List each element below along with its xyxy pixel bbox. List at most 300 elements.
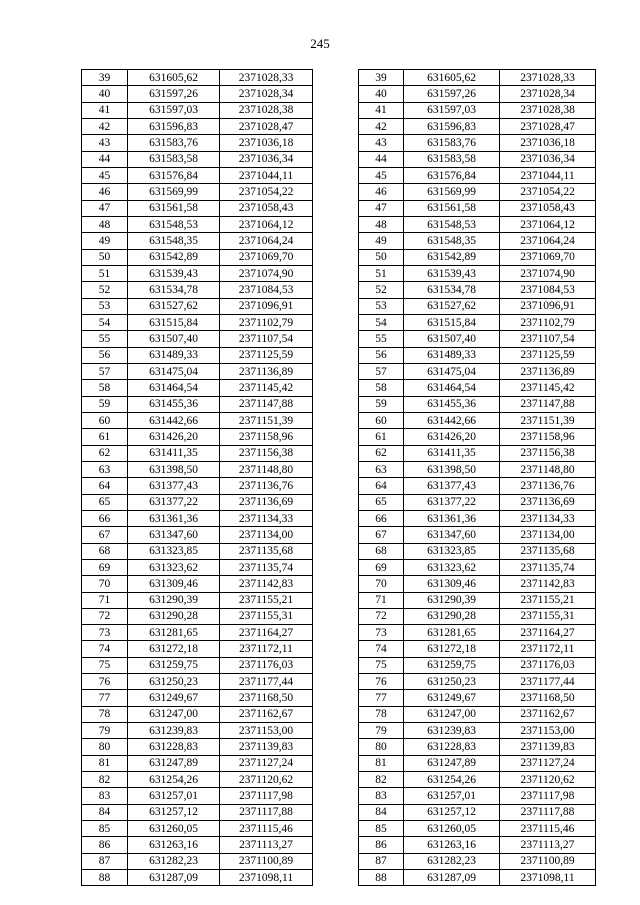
- right-x-coordinate: 631361,36: [404, 510, 500, 526]
- right-y-coordinate: 2371028,33: [500, 70, 596, 86]
- left-y-coordinate: 2371064,12: [220, 216, 313, 232]
- left-y-coordinate: 2371125,59: [220, 347, 313, 363]
- left-y-coordinate: 2371084,53: [220, 282, 313, 298]
- left-point-number: 70: [82, 576, 128, 592]
- table-row: [82, 461, 596, 477]
- right-y-coordinate: 2371028,38: [500, 102, 596, 118]
- left-y-coordinate: 2371120,62: [220, 772, 313, 788]
- left-x-coordinate: 631259,75: [128, 657, 220, 673]
- right-y-coordinate: 2371142,83: [500, 576, 596, 592]
- table-row: [82, 118, 596, 134]
- column-gap: [313, 265, 359, 281]
- right-y-coordinate: 2371115,46: [500, 821, 596, 837]
- left-x-coordinate: 631323,85: [128, 543, 220, 559]
- left-x-coordinate: 631583,76: [128, 135, 220, 151]
- table-row: [82, 837, 596, 853]
- right-x-coordinate: 631515,84: [404, 314, 500, 330]
- table-row: [82, 576, 596, 592]
- right-point-number: 61: [359, 429, 404, 445]
- left-x-coordinate: 631254,26: [128, 772, 220, 788]
- left-point-number: 47: [82, 200, 128, 216]
- left-y-coordinate: 2371135,68: [220, 543, 313, 559]
- left-y-coordinate: 2371098,11: [220, 870, 313, 886]
- left-point-number: 74: [82, 641, 128, 657]
- right-x-coordinate: 631539,43: [404, 265, 500, 281]
- right-y-coordinate: 2371044,11: [500, 167, 596, 183]
- left-x-coordinate: 631548,35: [128, 233, 220, 249]
- left-x-coordinate: 631576,84: [128, 167, 220, 183]
- right-point-number: 47: [359, 200, 404, 216]
- left-point-number: 58: [82, 380, 128, 396]
- table-row: [82, 167, 596, 183]
- left-y-coordinate: 2371064,24: [220, 233, 313, 249]
- left-x-coordinate: 631263,16: [128, 837, 220, 853]
- right-point-number: 88: [359, 870, 404, 886]
- left-point-number: 66: [82, 510, 128, 526]
- table-row: [82, 249, 596, 265]
- right-y-coordinate: 2371147,88: [500, 396, 596, 412]
- coordinates-table-body: [82, 70, 596, 886]
- right-x-coordinate: 631323,85: [404, 543, 500, 559]
- right-x-coordinate: 631247,00: [404, 706, 500, 722]
- table-row: [82, 478, 596, 494]
- table-row: [82, 233, 596, 249]
- right-y-coordinate: 2371136,69: [500, 494, 596, 510]
- right-point-number: 83: [359, 788, 404, 804]
- column-gap: [313, 674, 359, 690]
- table-row: [82, 690, 596, 706]
- right-x-coordinate: 631561,58: [404, 200, 500, 216]
- right-x-coordinate: 631398,50: [404, 461, 500, 477]
- left-x-coordinate: 631539,43: [128, 265, 220, 281]
- right-x-coordinate: 631455,36: [404, 396, 500, 412]
- right-y-coordinate: 2371156,38: [500, 445, 596, 461]
- table-row: [82, 739, 596, 755]
- right-x-coordinate: 631527,62: [404, 298, 500, 314]
- right-y-coordinate: 2371164,27: [500, 625, 596, 641]
- left-point-number: 42: [82, 118, 128, 134]
- left-y-coordinate: 2371136,69: [220, 494, 313, 510]
- right-y-coordinate: 2371134,00: [500, 527, 596, 543]
- table-row: [82, 331, 596, 347]
- right-point-number: 39: [359, 70, 404, 86]
- right-y-coordinate: 2371153,00: [500, 723, 596, 739]
- right-x-coordinate: 631250,23: [404, 674, 500, 690]
- right-y-coordinate: 2371177,44: [500, 674, 596, 690]
- column-gap: [313, 135, 359, 151]
- right-x-coordinate: 631282,23: [404, 853, 500, 869]
- right-point-number: 59: [359, 396, 404, 412]
- table-row: [82, 755, 596, 771]
- column-gap: [313, 86, 359, 102]
- right-y-coordinate: 2371028,47: [500, 118, 596, 134]
- column-gap: [313, 380, 359, 396]
- right-y-coordinate: 2371102,79: [500, 314, 596, 330]
- right-y-coordinate: 2371172,11: [500, 641, 596, 657]
- right-x-coordinate: 631257,01: [404, 788, 500, 804]
- left-y-coordinate: 2371044,11: [220, 167, 313, 183]
- left-x-coordinate: 631455,36: [128, 396, 220, 412]
- left-point-number: 85: [82, 821, 128, 837]
- left-x-coordinate: 631534,78: [128, 282, 220, 298]
- left-point-number: 86: [82, 837, 128, 853]
- column-gap: [313, 559, 359, 575]
- column-gap: [313, 282, 359, 298]
- right-y-coordinate: 2371058,43: [500, 200, 596, 216]
- right-point-number: 44: [359, 151, 404, 167]
- right-x-coordinate: 631534,78: [404, 282, 500, 298]
- right-y-coordinate: 2371136,89: [500, 363, 596, 379]
- left-x-coordinate: 631272,18: [128, 641, 220, 657]
- column-gap: [313, 102, 359, 118]
- table-row: [82, 265, 596, 281]
- left-x-coordinate: 631464,54: [128, 380, 220, 396]
- left-point-number: 59: [82, 396, 128, 412]
- left-x-coordinate: 631597,26: [128, 86, 220, 102]
- right-y-coordinate: 2371096,91: [500, 298, 596, 314]
- left-x-coordinate: 631287,09: [128, 870, 220, 886]
- right-x-coordinate: 631290,39: [404, 592, 500, 608]
- left-y-coordinate: 2371054,22: [220, 184, 313, 200]
- left-x-coordinate: 631411,35: [128, 445, 220, 461]
- left-point-number: 48: [82, 216, 128, 232]
- right-y-coordinate: 2371135,74: [500, 559, 596, 575]
- left-point-number: 79: [82, 723, 128, 739]
- left-y-coordinate: 2371135,74: [220, 559, 313, 575]
- right-point-number: 70: [359, 576, 404, 592]
- right-y-coordinate: 2371168,50: [500, 690, 596, 706]
- right-point-number: 71: [359, 592, 404, 608]
- column-gap: [313, 788, 359, 804]
- left-y-coordinate: 2371134,00: [220, 527, 313, 543]
- right-x-coordinate: 631239,83: [404, 723, 500, 739]
- right-y-coordinate: 2371117,98: [500, 788, 596, 804]
- right-point-number: 60: [359, 412, 404, 428]
- right-y-coordinate: 2371036,18: [500, 135, 596, 151]
- left-point-number: 41: [82, 102, 128, 118]
- left-x-coordinate: 631596,83: [128, 118, 220, 134]
- column-gap: [313, 461, 359, 477]
- left-point-number: 57: [82, 363, 128, 379]
- right-y-coordinate: 2371162,67: [500, 706, 596, 722]
- page-number: 245: [310, 36, 330, 51]
- table-row: [82, 412, 596, 428]
- right-x-coordinate: 631411,35: [404, 445, 500, 461]
- column-gap: [313, 478, 359, 494]
- left-point-number: 88: [82, 870, 128, 886]
- left-y-coordinate: 2371096,91: [220, 298, 313, 314]
- left-point-number: 61: [82, 429, 128, 445]
- right-x-coordinate: 631249,67: [404, 690, 500, 706]
- right-x-coordinate: 631569,99: [404, 184, 500, 200]
- table-row: [82, 821, 596, 837]
- left-point-number: 55: [82, 331, 128, 347]
- column-gap: [313, 233, 359, 249]
- column-gap: [313, 510, 359, 526]
- left-point-number: 73: [82, 625, 128, 641]
- left-x-coordinate: 631426,20: [128, 429, 220, 445]
- table-row: [82, 282, 596, 298]
- left-point-number: 83: [82, 788, 128, 804]
- column-gap: [313, 167, 359, 183]
- column-gap: [313, 118, 359, 134]
- right-point-number: 87: [359, 853, 404, 869]
- left-point-number: 65: [82, 494, 128, 510]
- left-x-coordinate: 631309,46: [128, 576, 220, 592]
- left-x-coordinate: 631247,00: [128, 706, 220, 722]
- right-y-coordinate: 2371134,33: [500, 510, 596, 526]
- column-gap: [313, 347, 359, 363]
- column-gap: [313, 200, 359, 216]
- right-x-coordinate: 631259,75: [404, 657, 500, 673]
- right-point-number: 58: [359, 380, 404, 396]
- right-x-coordinate: 631347,60: [404, 527, 500, 543]
- table-row: [82, 347, 596, 363]
- left-point-number: 77: [82, 690, 128, 706]
- right-point-number: 57: [359, 363, 404, 379]
- column-gap: [313, 412, 359, 428]
- right-y-coordinate: 2371074,90: [500, 265, 596, 281]
- left-y-coordinate: 2371177,44: [220, 674, 313, 690]
- left-y-coordinate: 2371102,79: [220, 314, 313, 330]
- right-point-number: 66: [359, 510, 404, 526]
- left-y-coordinate: 2371115,46: [220, 821, 313, 837]
- left-y-coordinate: 2371036,34: [220, 151, 313, 167]
- left-x-coordinate: 631347,60: [128, 527, 220, 543]
- right-x-coordinate: 631426,20: [404, 429, 500, 445]
- right-x-coordinate: 631247,89: [404, 755, 500, 771]
- column-gap: [313, 608, 359, 624]
- column-gap: [313, 657, 359, 673]
- right-point-number: 77: [359, 690, 404, 706]
- left-x-coordinate: 631290,28: [128, 608, 220, 624]
- left-point-number: 49: [82, 233, 128, 249]
- table-row: [82, 200, 596, 216]
- left-point-number: 46: [82, 184, 128, 200]
- left-x-coordinate: 631377,43: [128, 478, 220, 494]
- right-y-coordinate: 2371158,96: [500, 429, 596, 445]
- right-y-coordinate: 2371069,70: [500, 249, 596, 265]
- right-point-number: 73: [359, 625, 404, 641]
- left-x-coordinate: 631489,33: [128, 347, 220, 363]
- table-row: [82, 804, 596, 820]
- right-point-number: 45: [359, 167, 404, 183]
- right-x-coordinate: 631263,16: [404, 837, 500, 853]
- left-x-coordinate: 631515,84: [128, 314, 220, 330]
- right-point-number: 41: [359, 102, 404, 118]
- table-row: [82, 641, 596, 657]
- left-y-coordinate: 2371162,67: [220, 706, 313, 722]
- left-point-number: 64: [82, 478, 128, 494]
- right-point-number: 46: [359, 184, 404, 200]
- left-point-number: 53: [82, 298, 128, 314]
- right-x-coordinate: 631542,89: [404, 249, 500, 265]
- left-y-coordinate: 2371100,89: [220, 853, 313, 869]
- left-point-number: 40: [82, 86, 128, 102]
- left-x-coordinate: 631361,36: [128, 510, 220, 526]
- right-x-coordinate: 631548,35: [404, 233, 500, 249]
- table-row: [82, 135, 596, 151]
- column-gap: [313, 429, 359, 445]
- left-point-number: 71: [82, 592, 128, 608]
- table-row: [82, 314, 596, 330]
- right-y-coordinate: 2371098,11: [500, 870, 596, 886]
- table-row: [82, 527, 596, 543]
- left-point-number: 63: [82, 461, 128, 477]
- right-x-coordinate: 631583,58: [404, 151, 500, 167]
- left-x-coordinate: 631239,83: [128, 723, 220, 739]
- left-x-coordinate: 631228,83: [128, 739, 220, 755]
- table-row: [82, 510, 596, 526]
- left-x-coordinate: 631527,62: [128, 298, 220, 314]
- right-point-number: 84: [359, 804, 404, 820]
- right-x-coordinate: 631489,33: [404, 347, 500, 363]
- right-x-coordinate: 631597,26: [404, 86, 500, 102]
- right-y-coordinate: 2371127,24: [500, 755, 596, 771]
- right-y-coordinate: 2371145,42: [500, 380, 596, 396]
- right-y-coordinate: 2371064,12: [500, 216, 596, 232]
- left-y-coordinate: 2371028,34: [220, 86, 313, 102]
- right-point-number: 79: [359, 723, 404, 739]
- left-point-number: 69: [82, 559, 128, 575]
- left-y-coordinate: 2371028,47: [220, 118, 313, 134]
- table-row: [82, 592, 596, 608]
- right-y-coordinate: 2371139,83: [500, 739, 596, 755]
- column-gap: [313, 641, 359, 657]
- right-x-coordinate: 631605,62: [404, 70, 500, 86]
- table-row: [82, 102, 596, 118]
- left-y-coordinate: 2371136,89: [220, 363, 313, 379]
- table-row: [82, 772, 596, 788]
- left-point-number: 60: [82, 412, 128, 428]
- left-x-coordinate: 631398,50: [128, 461, 220, 477]
- left-x-coordinate: 631257,12: [128, 804, 220, 820]
- left-point-number: 78: [82, 706, 128, 722]
- left-point-number: 52: [82, 282, 128, 298]
- left-y-coordinate: 2371155,21: [220, 592, 313, 608]
- right-point-number: 76: [359, 674, 404, 690]
- right-point-number: 63: [359, 461, 404, 477]
- left-point-number: 80: [82, 739, 128, 755]
- right-y-coordinate: 2371036,34: [500, 151, 596, 167]
- column-gap: [313, 331, 359, 347]
- table-row: [82, 559, 596, 575]
- column-gap: [313, 184, 359, 200]
- table-row: [82, 723, 596, 739]
- right-x-coordinate: 631228,83: [404, 739, 500, 755]
- left-x-coordinate: 631569,99: [128, 184, 220, 200]
- left-point-number: 67: [82, 527, 128, 543]
- right-y-coordinate: 2371176,03: [500, 657, 596, 673]
- left-x-coordinate: 631442,66: [128, 412, 220, 428]
- left-point-number: 81: [82, 755, 128, 771]
- right-point-number: 64: [359, 478, 404, 494]
- table-row: [82, 151, 596, 167]
- left-y-coordinate: 2371134,33: [220, 510, 313, 526]
- column-gap: [313, 216, 359, 232]
- right-point-number: 72: [359, 608, 404, 624]
- left-point-number: 56: [82, 347, 128, 363]
- column-gap: [313, 151, 359, 167]
- right-point-number: 56: [359, 347, 404, 363]
- column-gap: [313, 706, 359, 722]
- right-point-number: 53: [359, 298, 404, 314]
- left-x-coordinate: 631377,22: [128, 494, 220, 510]
- right-y-coordinate: 2371155,21: [500, 592, 596, 608]
- left-y-coordinate: 2371117,88: [220, 804, 313, 820]
- left-y-coordinate: 2371028,38: [220, 102, 313, 118]
- right-x-coordinate: 631377,22: [404, 494, 500, 510]
- table-row: [82, 870, 596, 886]
- right-y-coordinate: 2371054,22: [500, 184, 596, 200]
- left-y-coordinate: 2371151,39: [220, 412, 313, 428]
- right-x-coordinate: 631548,53: [404, 216, 500, 232]
- right-x-coordinate: 631260,05: [404, 821, 500, 837]
- left-y-coordinate: 2371058,43: [220, 200, 313, 216]
- column-gap: [313, 870, 359, 886]
- left-point-number: 44: [82, 151, 128, 167]
- right-x-coordinate: 631257,12: [404, 804, 500, 820]
- table-row: [82, 788, 596, 804]
- column-gap: [313, 755, 359, 771]
- right-x-coordinate: 631290,28: [404, 608, 500, 624]
- left-y-coordinate: 2371176,03: [220, 657, 313, 673]
- left-y-coordinate: 2371136,76: [220, 478, 313, 494]
- left-point-number: 62: [82, 445, 128, 461]
- left-y-coordinate: 2371113,27: [220, 837, 313, 853]
- right-x-coordinate: 631377,43: [404, 478, 500, 494]
- left-y-coordinate: 2371117,98: [220, 788, 313, 804]
- table-row: [82, 216, 596, 232]
- left-point-number: 68: [82, 543, 128, 559]
- left-x-coordinate: 631561,58: [128, 200, 220, 216]
- right-point-number: 55: [359, 331, 404, 347]
- left-point-number: 82: [82, 772, 128, 788]
- left-y-coordinate: 2371036,18: [220, 135, 313, 151]
- column-gap: [313, 363, 359, 379]
- right-point-number: 65: [359, 494, 404, 510]
- column-gap: [313, 690, 359, 706]
- right-point-number: 67: [359, 527, 404, 543]
- column-gap: [313, 298, 359, 314]
- left-y-coordinate: 2371142,83: [220, 576, 313, 592]
- column-gap: [313, 739, 359, 755]
- left-y-coordinate: 2371155,31: [220, 608, 313, 624]
- left-y-coordinate: 2371028,33: [220, 70, 313, 86]
- right-point-number: 85: [359, 821, 404, 837]
- right-x-coordinate: 631507,40: [404, 331, 500, 347]
- right-y-coordinate: 2371151,39: [500, 412, 596, 428]
- left-point-number: 54: [82, 314, 128, 330]
- column-gap: [313, 249, 359, 265]
- column-gap: [313, 543, 359, 559]
- right-point-number: 52: [359, 282, 404, 298]
- left-x-coordinate: 631257,01: [128, 788, 220, 804]
- right-point-number: 51: [359, 265, 404, 281]
- table-row: [82, 706, 596, 722]
- left-point-number: 39: [82, 70, 128, 86]
- right-point-number: 80: [359, 739, 404, 755]
- coordinates-table: [81, 69, 596, 886]
- column-gap: [313, 772, 359, 788]
- left-y-coordinate: 2371156,38: [220, 445, 313, 461]
- left-point-number: 72: [82, 608, 128, 624]
- left-x-coordinate: 631247,89: [128, 755, 220, 771]
- left-y-coordinate: 2371147,88: [220, 396, 313, 412]
- left-x-coordinate: 631249,67: [128, 690, 220, 706]
- table-row: [82, 445, 596, 461]
- right-point-number: 50: [359, 249, 404, 265]
